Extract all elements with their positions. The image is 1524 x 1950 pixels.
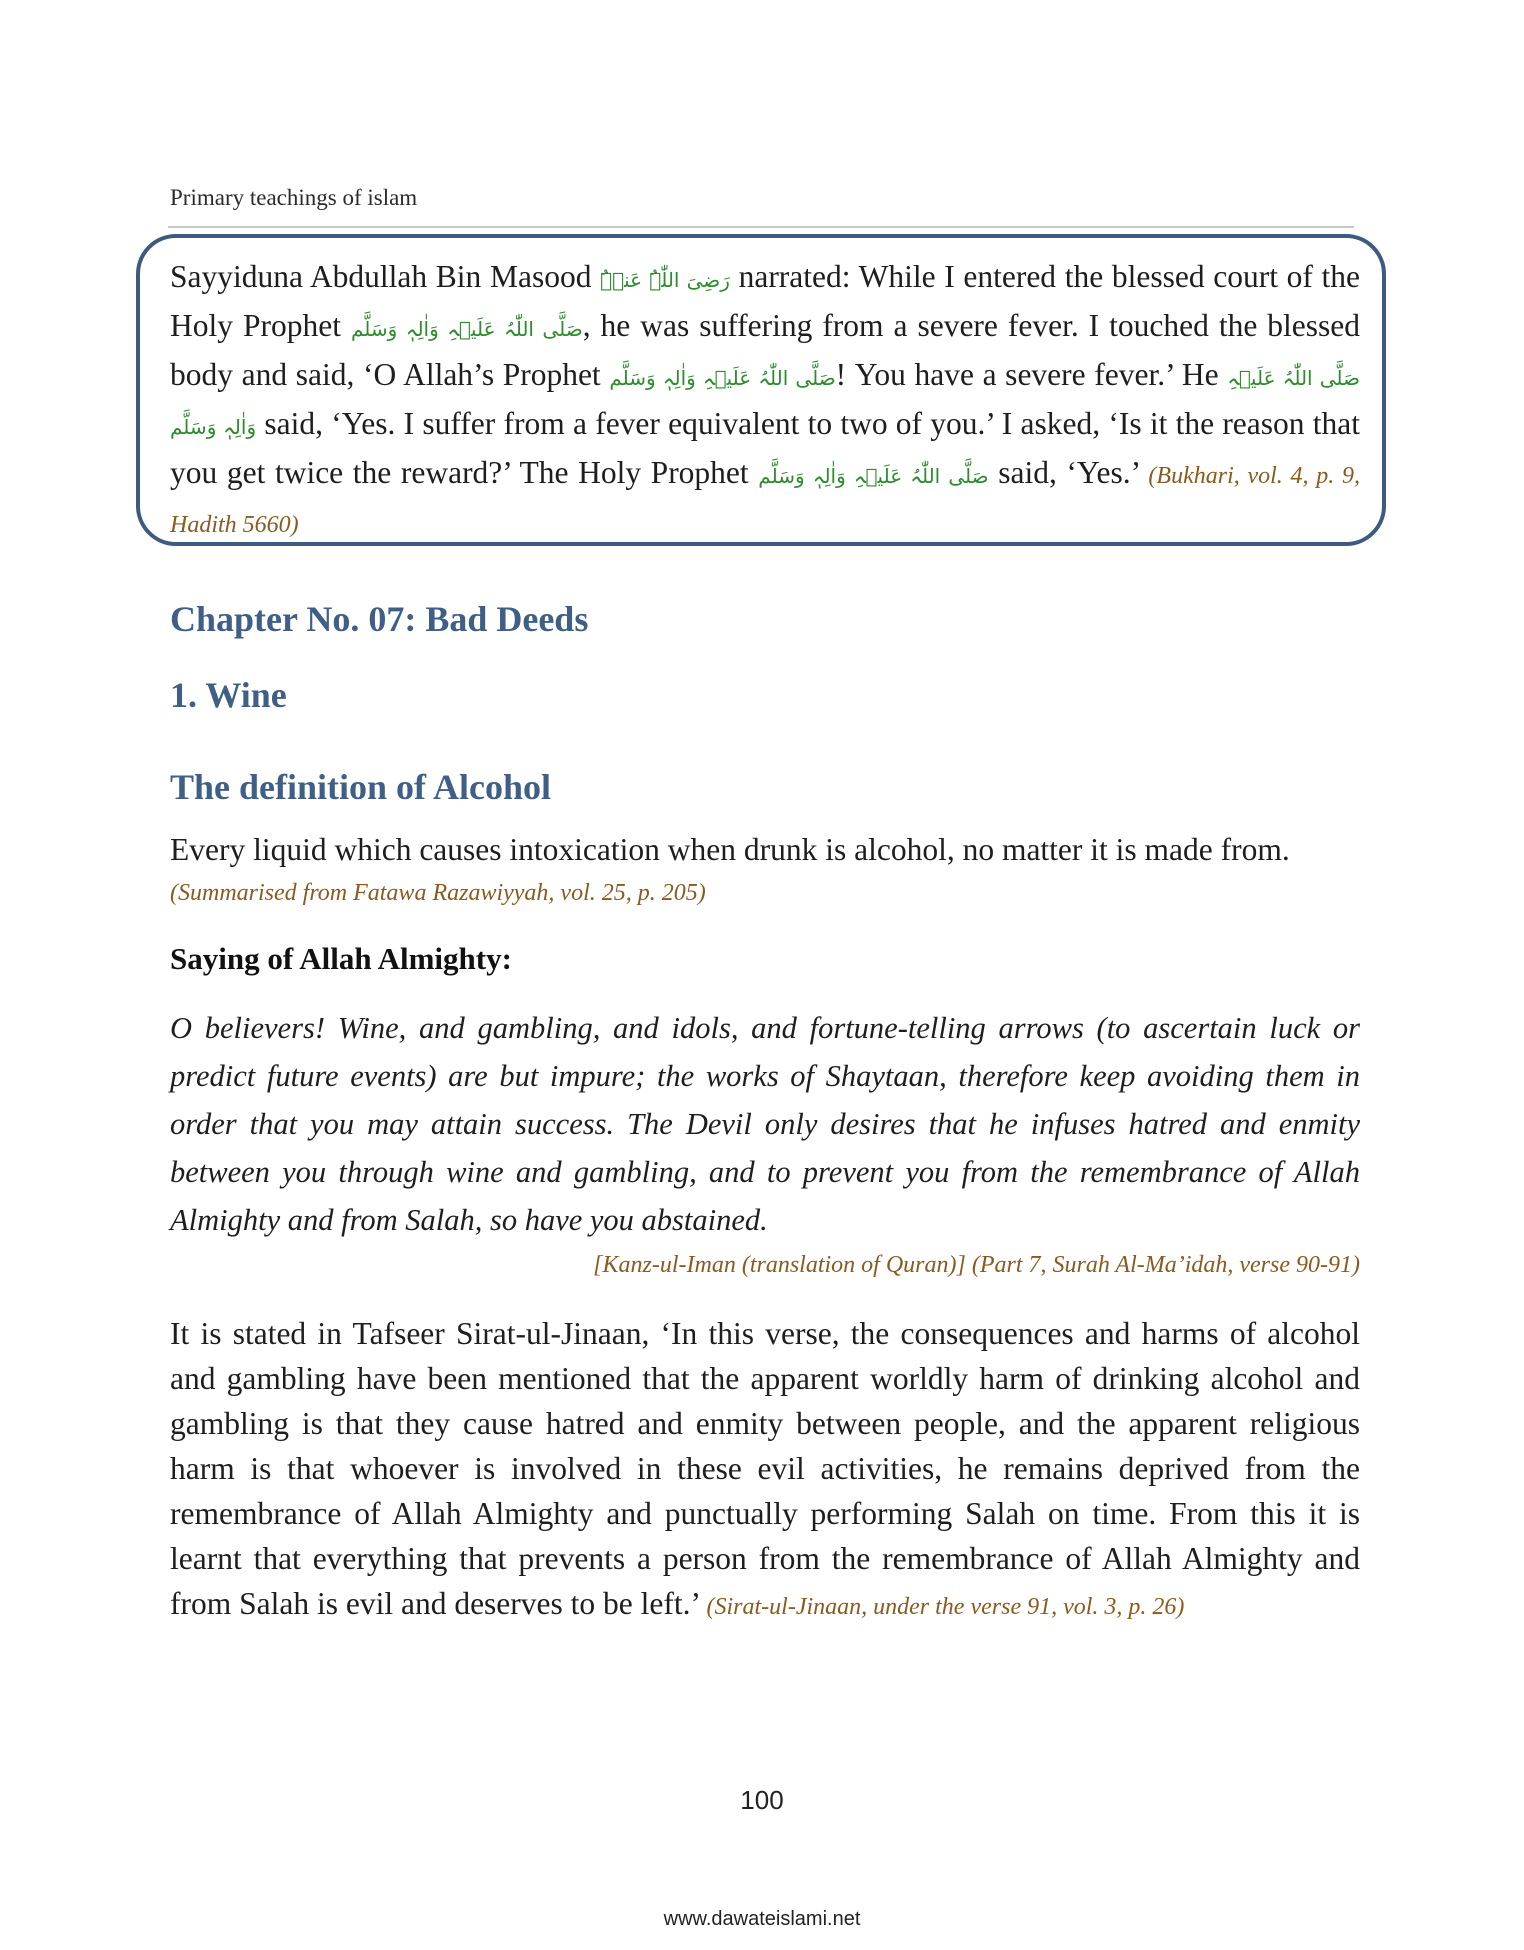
footer-url: www.dawateislami.net xyxy=(663,1908,861,1930)
salawat-calligraphy: رَضِیَ اللّٰہُ عَنۡہُ xyxy=(600,268,730,292)
salawat-calligraphy: صَلَّی اللّٰہُ عَلَیۡہِ وَاٰلِہٖ وَسَلَّم xyxy=(350,317,583,341)
hadith-text-part: Sayyiduna Abdullah Bin Masood xyxy=(170,259,592,294)
definition-heading: The definition of Alcohol xyxy=(170,767,552,807)
saying-heading: Saying of Allah Almighty: xyxy=(170,941,512,976)
salawat-calligraphy: صَلَّی اللّٰہُ عَلَیۡہِ وَاٰلِہٖ وَسَلَّم xyxy=(170,366,1360,439)
verse-reference: [Kanz-ul-Iman (translation of Quran)] (Part 7, Surah Al-Ma’idah, verse 90-91) xyxy=(593,1252,1360,1278)
quran-verse: O believers! Wine, and gambling, and idols, and fortune-telling arrows (to ascertain luck or predict future events) are but impure; the works of Shaytaan, therefore keep avoiding them in order that you may attain success. The Devil only desires that he infuses hatred and enmity between you through wine and gambling, and to prevent you from the remembrance of Allah Almighty and from Salah, so have you abstained. xyxy=(170,1011,1360,1237)
section-title: 1. Wine xyxy=(170,675,287,715)
definition-reference: (Summarised from Fatawa Razawiyyah, vol. 25, p. 205) xyxy=(170,880,706,906)
hadith-text-part: said, ‘Yes. I suffer from a fever equivalent to two of you.’ I asked, ‘Is it the reason that you get twice the reward?’ The Holy Prophet xyxy=(170,406,1361,490)
hadith-text-part: , he was suffering from a severe fever. I touched the blessed body and said, ‘O Allah’s Prophet xyxy=(170,308,1360,392)
definition-text: Every liquid which causes intoxication when drunk is alcohol, no matter it is made from. xyxy=(170,832,1290,867)
chapter-title: Chapter No. 07: Bad Deeds xyxy=(170,599,589,639)
hadith-text-part: said, ‘Yes.’ xyxy=(988,455,1149,490)
hadith-text xyxy=(170,254,1360,548)
salawat-calligraphy: صَلَّی اللّٰہُ عَلَیۡہِ وَاٰلِہٖ وَسَلَّم xyxy=(758,464,989,488)
header-divider xyxy=(168,226,1354,228)
tafseer-paragraph xyxy=(170,1311,1360,1630)
hadith-text-part: ! You have a severe fever.’ He xyxy=(835,357,1228,392)
running-title: Primary teachings of islam xyxy=(170,185,418,210)
hadith-reference: (Bukhari, vol. 4, p. 9, Hadith 5660) xyxy=(170,463,1360,538)
salawat-calligraphy: صَلَّی اللّٰہُ عَلَیۡہِ وَاٰلِہٖ وَسَلَّم xyxy=(609,366,836,390)
tafseer-reference: (Sirat-ul-Jinaan, under the verse 91, vol. 3, p. 26) xyxy=(706,1594,1185,1620)
tafseer-text: It is stated in Tafseer Sirat-ul-Jinaan, ‘In this verse, the consequences and harms of alcohol and gambling have been mentioned that the apparent worldly harm of drinking alcohol and gambling is that they cause hatred and enmity between people, and the apparent religious harm is that whoever is involved in these evil activities, he remains deprived from the remembrance of Allah Almighty and punctually performing Salah on time. From this it is learnt that everything that prevents a person from the remembrance of Allah Almighty and from Salah is evil and deserves to be left.’ xyxy=(170,1316,1360,1621)
page-number: 100 xyxy=(740,1785,784,1815)
hadith-text-part: narrated: While I entered the blessed court of the Holy Prophet xyxy=(170,259,1360,343)
